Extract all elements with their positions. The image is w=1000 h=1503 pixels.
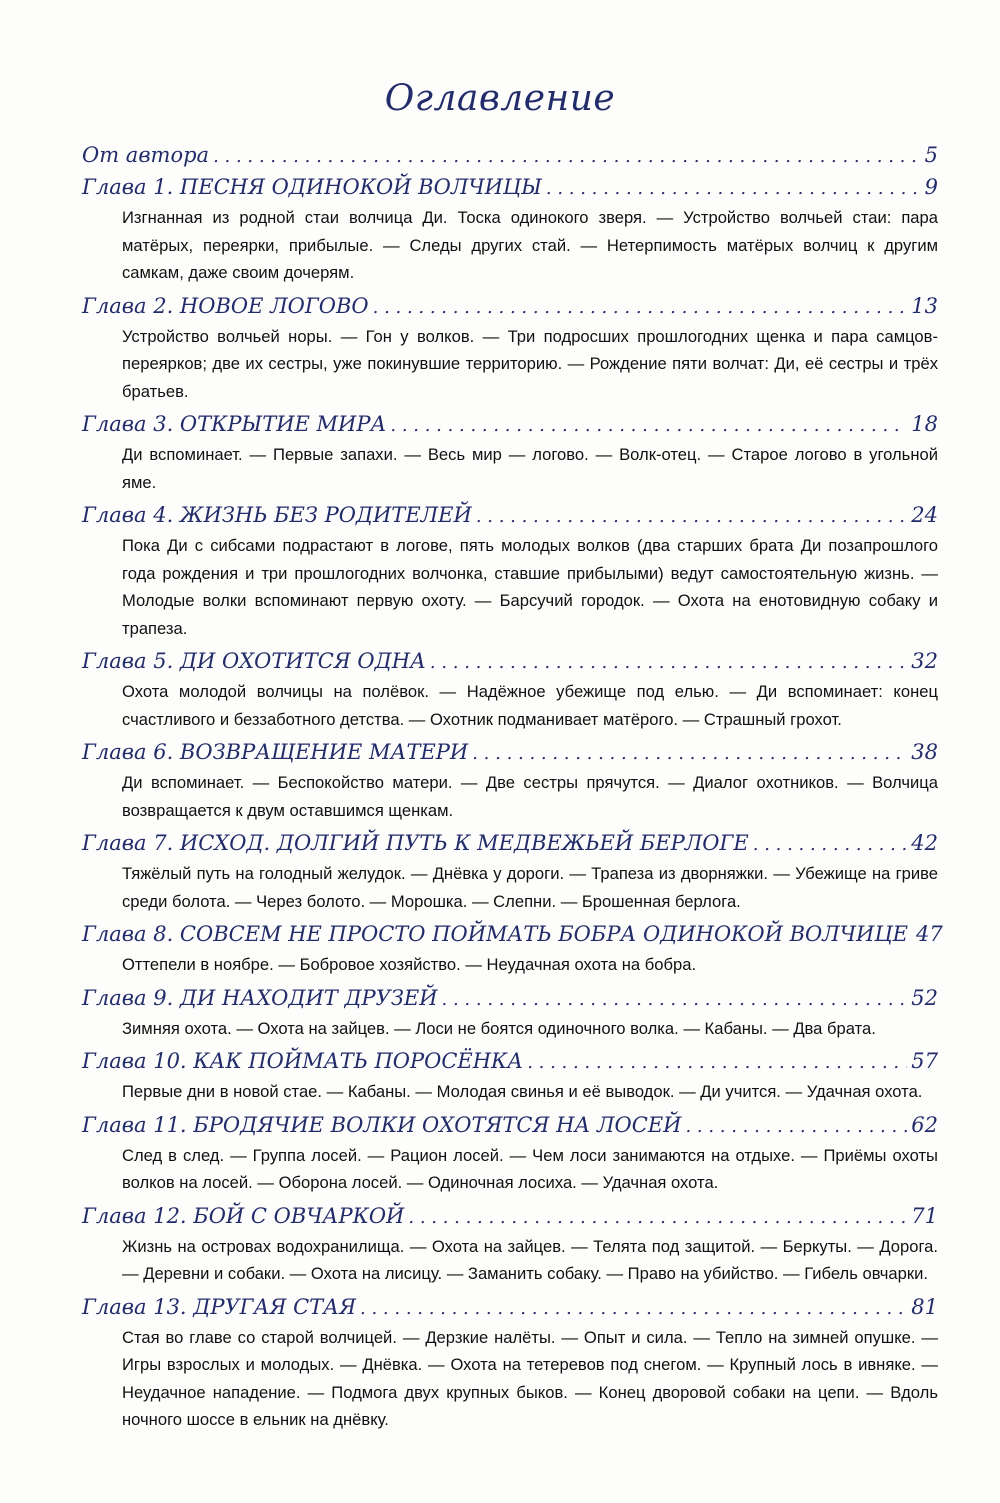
chapter-description: Жизнь на островах водохранилища. — Охота на зайцев. — Телята под защитой. — Беркуты. — Дорога. — Деревни и собаки. — Охота на лисицу. — Заманить собаку. — Право на убийство. — Гибель овчарки. [122, 1236, 938, 1283]
chapter-description: Охота молодой волчицы на полёвок. — Надёжное убежище под елью. — Ди вспоминает: конец счастливого и беззаботного детства. — Охотник подманивает матёрого. — Страшный грохот. [122, 682, 938, 729]
chapter-description: Ди вспоминает. — Первые запахи. — Весь мир — логово. — Волк-отец. — Старое логово в угольной яме. [122, 445, 938, 492]
toc-heading [82, 1292, 938, 1324]
chapter-description: Устройство волчьей норы. — Гон у волков. — Три подросших прошлогодних щенка и пара самцов-переярков; две их сестры, уже покинувшие территорию. — Рождение пяти волчат: Ди, её сестры и трёх братьев. [122, 326, 938, 401]
chapter-title: Глава 11. БРОДЯЧИЕ ВОЛКИ ОХОТЯТСЯ НА ЛОСЕЙ [82, 1112, 682, 1137]
toc-entry [82, 828, 938, 915]
toc-heading [82, 500, 938, 532]
chapter-description: Пока Ди с сибсами подрастают в логове, пять молодых волков (два старших брата Ди позапрошлого года рождения и три прошлогодних волчонка, ставшие прибылыми) ведут самостоятельную жизнь. — Молодые волки вспоминают первую охоту. — Барсучий городок. — Охота на енотовидную собаку и трапеза. [122, 536, 938, 638]
dot-leader [360, 1294, 907, 1324]
toc-heading [82, 983, 938, 1015]
toc-heading [82, 646, 938, 678]
chapter-title: Глава 6. ВОЗВРАЩЕНИЕ МАТЕРИ [82, 740, 469, 764]
dot-leader [213, 142, 921, 172]
chapter-description: Оттепели в ноябре. — Бобровое хозяйство. — Неудачная охота на бобра. [122, 955, 697, 974]
toc-entry [82, 291, 938, 406]
dot-leader [408, 1203, 907, 1233]
toc-heading [82, 409, 938, 441]
page-number: 38 [911, 740, 938, 764]
toc-heading [82, 828, 938, 860]
toc-heading [82, 1110, 938, 1142]
page-number: 62 [911, 1112, 938, 1137]
toc-entry [82, 1046, 938, 1106]
toc-entry [82, 409, 938, 496]
page-number: 42 [911, 831, 938, 855]
chapter-title: Глава 5. ДИ ОХОТИТСЯ ОДНА [82, 649, 426, 673]
page-number: 9 [924, 175, 938, 199]
chapter-title: Глава 10. КАК ПОЙМАТЬ ПОРОСЁНКА [82, 1049, 524, 1073]
toc-entry [82, 1201, 938, 1288]
toc-entry [82, 172, 938, 287]
chapter-title: Глава 4. ЖИЗНЬ БЕЗ РОДИТЕЛЕЙ [82, 503, 472, 527]
dot-leader [476, 502, 907, 532]
chapter-title: Глава 8. СОВСЕМ НЕ ПРОСТО ПОЙМАТЬ БОБРА ОДИНОКОЙ ВОЛЧИЦЕ [82, 922, 908, 946]
dot-leader [753, 830, 908, 860]
toc-heading [82, 172, 938, 204]
chapter-title: Глава 1. ПЕСНЯ ОДИНОКОЙ ВОЛЧИЦЫ [82, 175, 542, 199]
chapter-description: Стая во главе со старой волчицей. — Дерзкие налёты. — Опыт и сила. — Тепло на зимней опушке. — Игры взрослых и молодых. — Днёвка. — Охота на тетеревов под снегом. — Крупный лось в ивняке. — Неудачное нападение. — Подмога двух крупных быков. — Конец дворовой собаки на цепи. — Вдоль ночного шоссе в ельник на днёвку. [122, 1327, 938, 1429]
toc-heading [82, 919, 943, 951]
page-number: 18 [911, 412, 938, 436]
toc-entry [82, 1292, 938, 1434]
chapter-title: Глава 2. НОВОЕ ЛОГОВО [82, 293, 369, 318]
page-number: 81 [911, 1294, 938, 1319]
toc-entry [82, 737, 938, 824]
chapter-description: Зимняя охота. — Охота на зайцев. — Лоси не боятся одиночного волка. — Кабаны. — Два брата. [122, 1018, 876, 1038]
toc-entry [82, 500, 938, 642]
table-of-contents [82, 140, 943, 1438]
toc-entry [82, 1110, 938, 1197]
toc-heading [82, 1201, 938, 1233]
chapter-title: От автора [82, 143, 210, 167]
dot-leader [472, 739, 907, 769]
page-number: 32 [911, 649, 938, 673]
chapter-title: Глава 9. ДИ НАХОДИТ ДРУЗЕЙ [82, 985, 438, 1010]
toc-entry [82, 140, 938, 172]
page-number: 13 [911, 293, 938, 318]
chapter-title: Глава 12. БОЙ С ОВЧАРКОЙ [82, 1203, 405, 1228]
toc-heading [82, 737, 938, 769]
chapter-description: Первые дни в новой стае. — Кабаны. — Молодая свинья и её выводок. — Ди учится. — Удачная охота. [122, 1082, 923, 1101]
page-number: 5 [924, 143, 938, 167]
toc-heading [82, 140, 938, 172]
dot-leader [390, 411, 907, 441]
page-number: 47 [915, 922, 943, 946]
page-number: 52 [911, 985, 938, 1010]
toc-heading [82, 291, 938, 323]
toc-entry [82, 983, 938, 1043]
dot-leader [442, 985, 908, 1015]
page-number: 71 [911, 1203, 938, 1228]
chapter-description: Тяжёлый путь на голодный желудок. — Днёвка у дороги. — Трапеза из дворняжки. — Убежище на гриве среди болота. — Через болото. — Морошка. — Слепни. — Брошенная берлога. [122, 864, 938, 911]
page-number: 57 [911, 1049, 938, 1073]
dot-leader [430, 648, 907, 678]
chapter-description: Изгнанная из родной стаи волчица Ди. Тоска одинокого зверя. — Устройство волчьей стаи: пара матёрых, переярки, прибылые. — Следы других стай. — Нетерпимость матёрых волчиц к другим самкам, даже своим дочерям. [122, 208, 938, 282]
toc-entry [82, 646, 938, 733]
chapter-title: Глава 3. ОТКРЫТИЕ МИРА [82, 412, 387, 436]
dot-leader [685, 1112, 907, 1142]
page-number: 24 [911, 503, 938, 527]
chapter-title: Глава 7. ИСХОД. ДОЛГИЙ ПУТЬ К МЕДВЕЖЬЕЙ БЕРЛОГЕ [82, 831, 749, 855]
toc-heading [82, 1046, 938, 1078]
dot-leader [546, 174, 921, 204]
page-title: Оглавление [384, 78, 616, 119]
chapter-description: След в след. — Группа лосей. — Рацион лосей. — Чем лоси занимаются на отдыхе. — Приёмы охоты волков на лосей. — Оборона лосей. — Одиночная лосиха. — Удачная охота. [122, 1145, 938, 1192]
dot-leader [373, 293, 908, 323]
toc-entry [82, 919, 943, 979]
dot-leader [527, 1048, 907, 1078]
chapter-title: Глава 13. ДРУГАЯ СТАЯ [82, 1294, 357, 1319]
chapter-description: Ди вспоминает. — Беспокойство матери. — Две сестры прячутся. — Диалог охотников. — Волчица возвращается к двум оставшимся щенкам. [122, 773, 938, 820]
